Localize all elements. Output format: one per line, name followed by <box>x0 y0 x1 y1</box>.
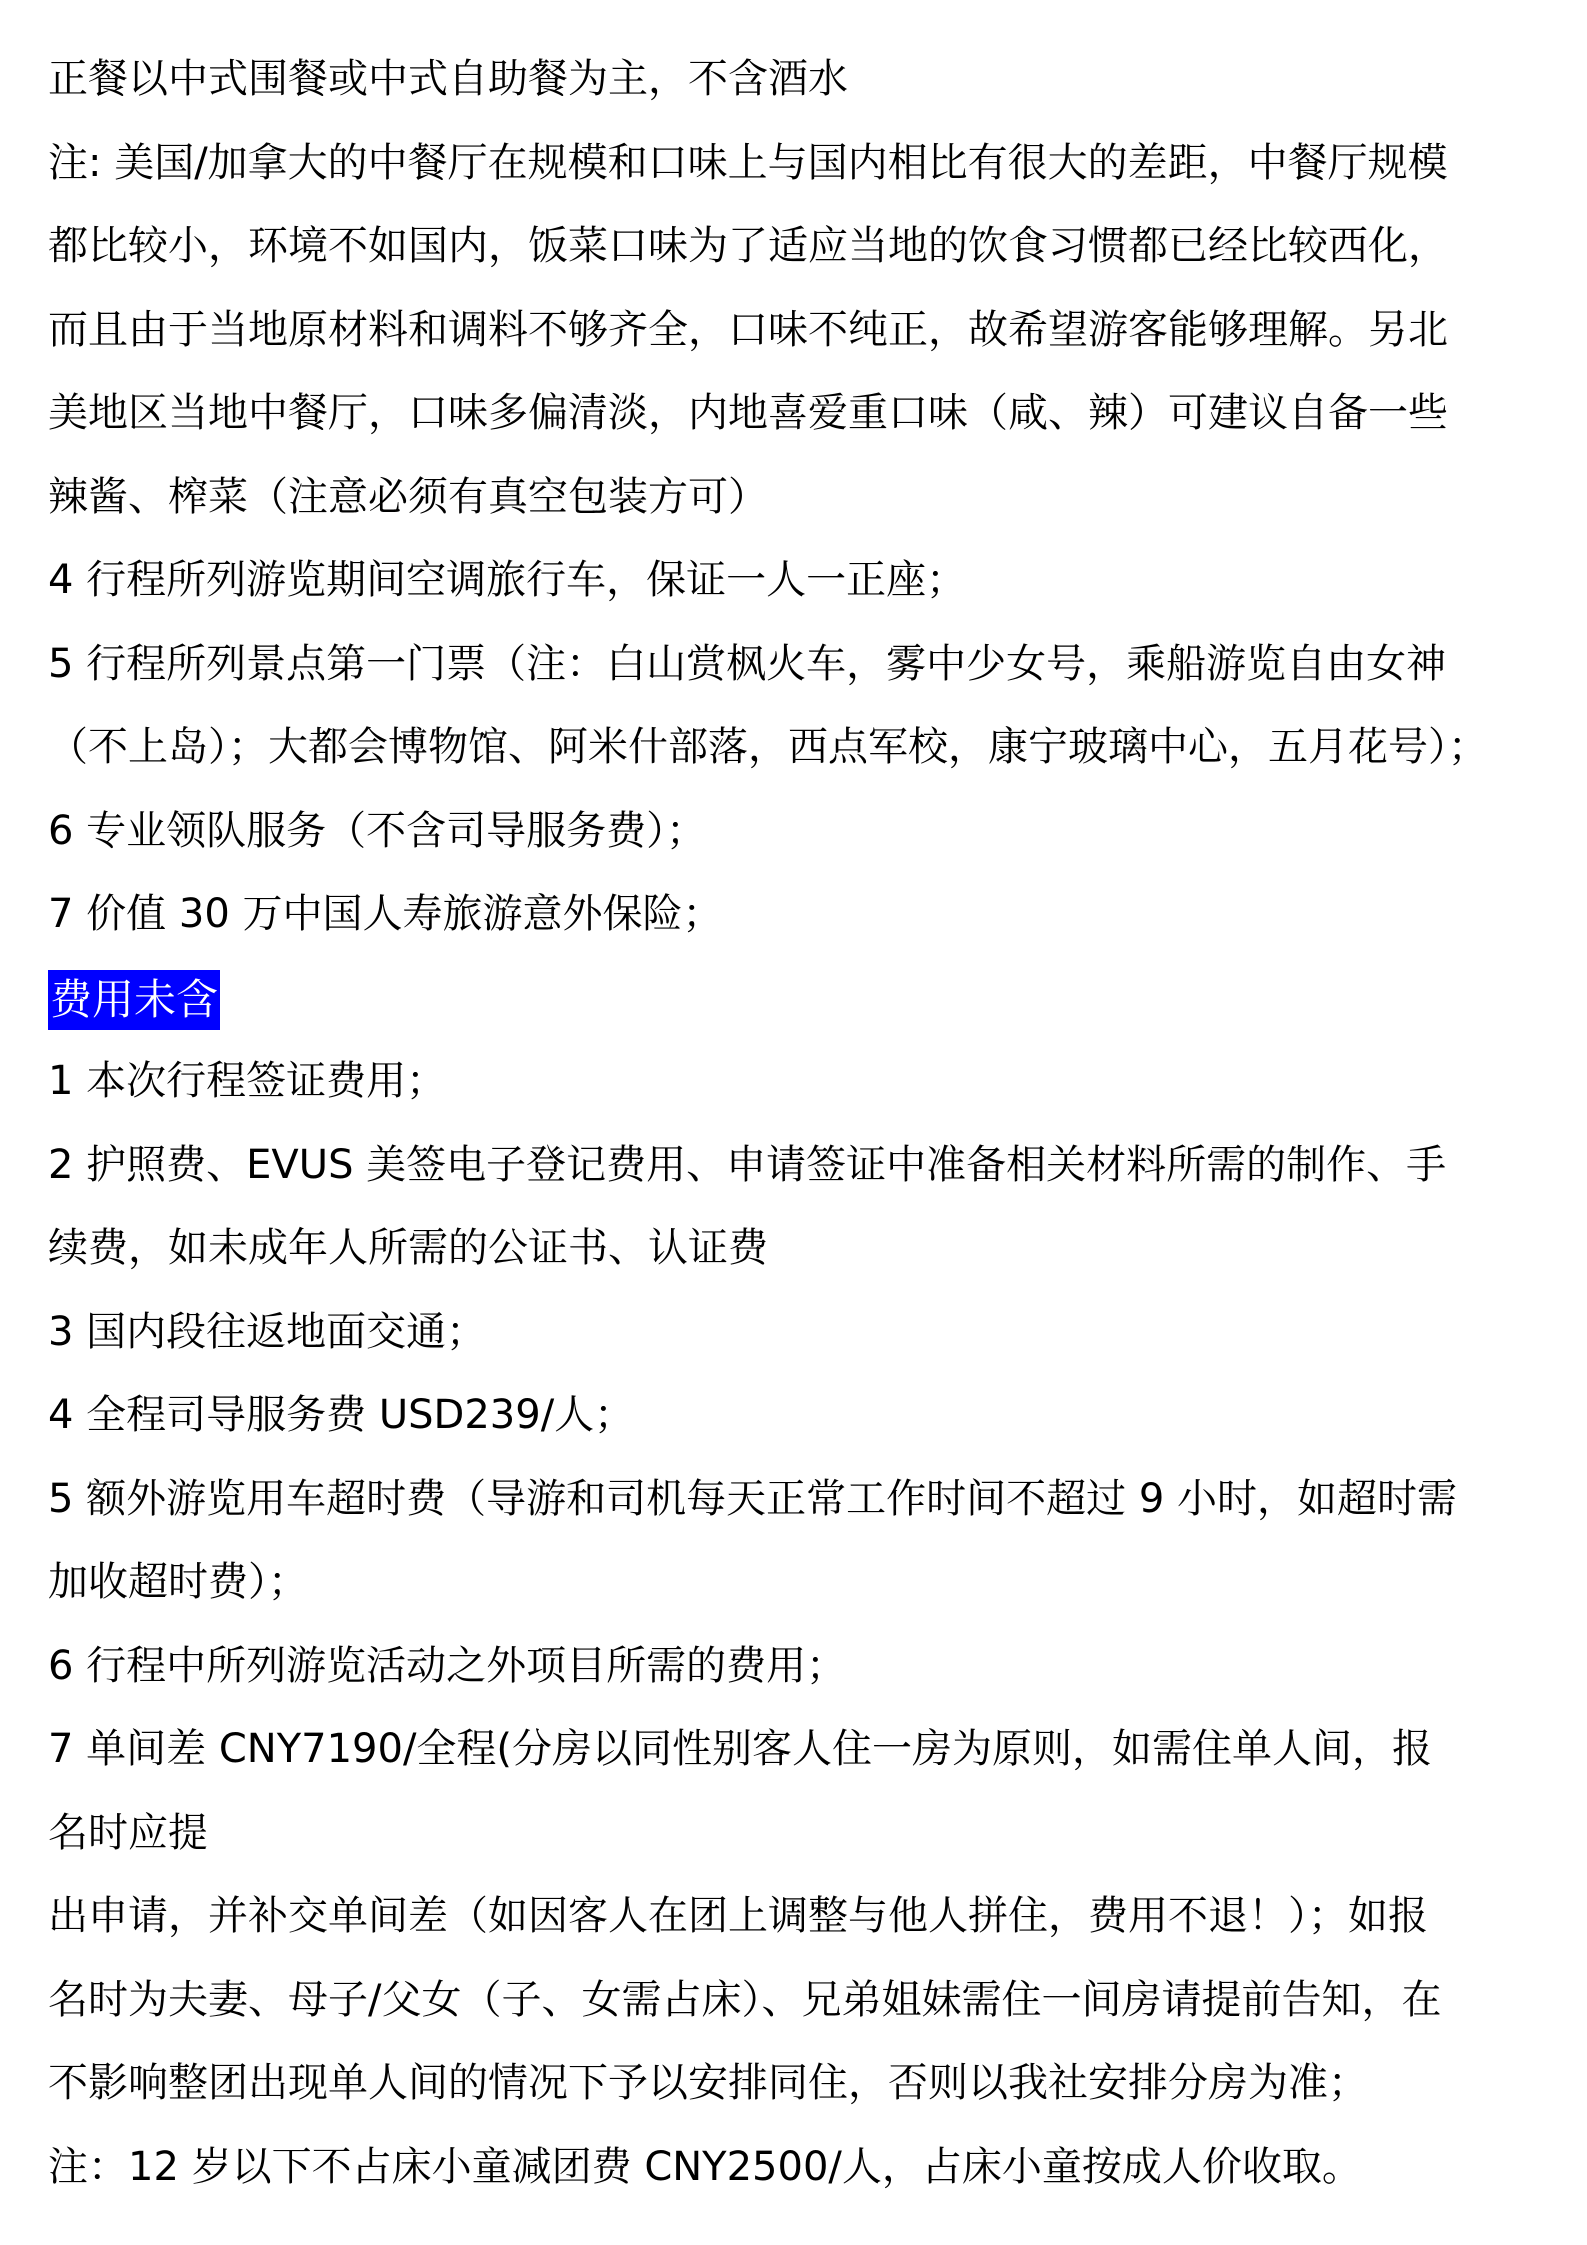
text-line: 5 额外游览用车超时费（导游和司机每天正常工作时间不超过 9 小时，如超时需 <box>48 1475 1458 1522</box>
text-line: 4 行程所列游览期间空调旅行车，保证一人一正座； <box>48 557 967 603</box>
text-line: 3 国内段往返地面交通； <box>48 1308 487 1355</box>
text-line: 续费，如未成年人所需的公证书、认证费 <box>48 1225 768 1271</box>
text-line: （不上岛）；大都会博物馆、阿米什部落，西点军校，康宁玻璃中心，五月花号）； <box>48 724 1488 770</box>
text-line: 7 单间差 CNY7190/全程(分房以同性别客人住一房为原则，如需住单人间，报 <box>48 1726 1433 1772</box>
text-line: 名时应提 <box>48 1809 208 1856</box>
text-line: 都比较小，环境不如国内，饭菜口味为了适应当地的饮食习惯都已经比较西化， <box>48 223 1448 269</box>
text-line: 加收超时费）； <box>48 1559 308 1605</box>
text-line: 5 行程所列景点第一门票（注：白山赏枫火车，雾中少女号，乘船游览自由女神 <box>48 640 1447 687</box>
text-line: 1 本次行程签证费用； <box>48 1058 447 1104</box>
text-line: 7 价值 30 万中国人寿旅游意外保险； <box>48 891 723 937</box>
text-line: 辣酱、榨菜（注意必须有真空包装方可） <box>48 473 768 520</box>
text-line: 注：12 岁以下不占床小童减团费 CNY2500/人，占床小童按成人价收取。 <box>48 2143 1362 2190</box>
section-heading-row <box>48 957 1548 1041</box>
text-line: 而且由于当地原材料和调料不够齐全，口味不纯正，故希望游客能够理解。另北 <box>48 306 1448 353</box>
text-line: 美地区当地中餐厅，口味多偏清淡，内地喜爱重口味（咸、辣）可建议自备一些 <box>48 390 1448 436</box>
text-line: 正餐以中式围餐或中式自助餐为主，不含酒水 <box>48 56 848 102</box>
text-line: 2 护照费、EVUS 美签电子登记费用、申请签证中准备相关材料所需的制作、手 <box>48 1141 1447 1188</box>
text-line: 不影响整团出现单人间的情况下予以安排同住，否则以我社安排分房为准； <box>48 2060 1368 2106</box>
text-line: 4 全程司导服务费 USD239/人； <box>48 1392 635 1438</box>
text-line: 名时为夫妻、母子/父女（子、女需占床）、兄弟姐妹需住一间房请提前告知，在 <box>48 1976 1442 2023</box>
text-line: 出申请，并补交单间差（如因客人在团上调整与他人拼住，费用不退！）；如报 <box>48 1893 1428 1939</box>
text-line: 6 专业领队服务（不含司导服务费）； <box>48 807 707 854</box>
document-page <box>48 38 1548 2209</box>
text-line: 注: 美国/加拿大的中餐厅在规模和口味上与国内相比有很大的差距，中餐厅规模 <box>48 139 1448 186</box>
text-line: 6 行程中所列游览活动之外项目所需的费用； <box>48 1642 847 1689</box>
section-heading-cost-excluded: 费用未含 <box>48 970 220 1030</box>
